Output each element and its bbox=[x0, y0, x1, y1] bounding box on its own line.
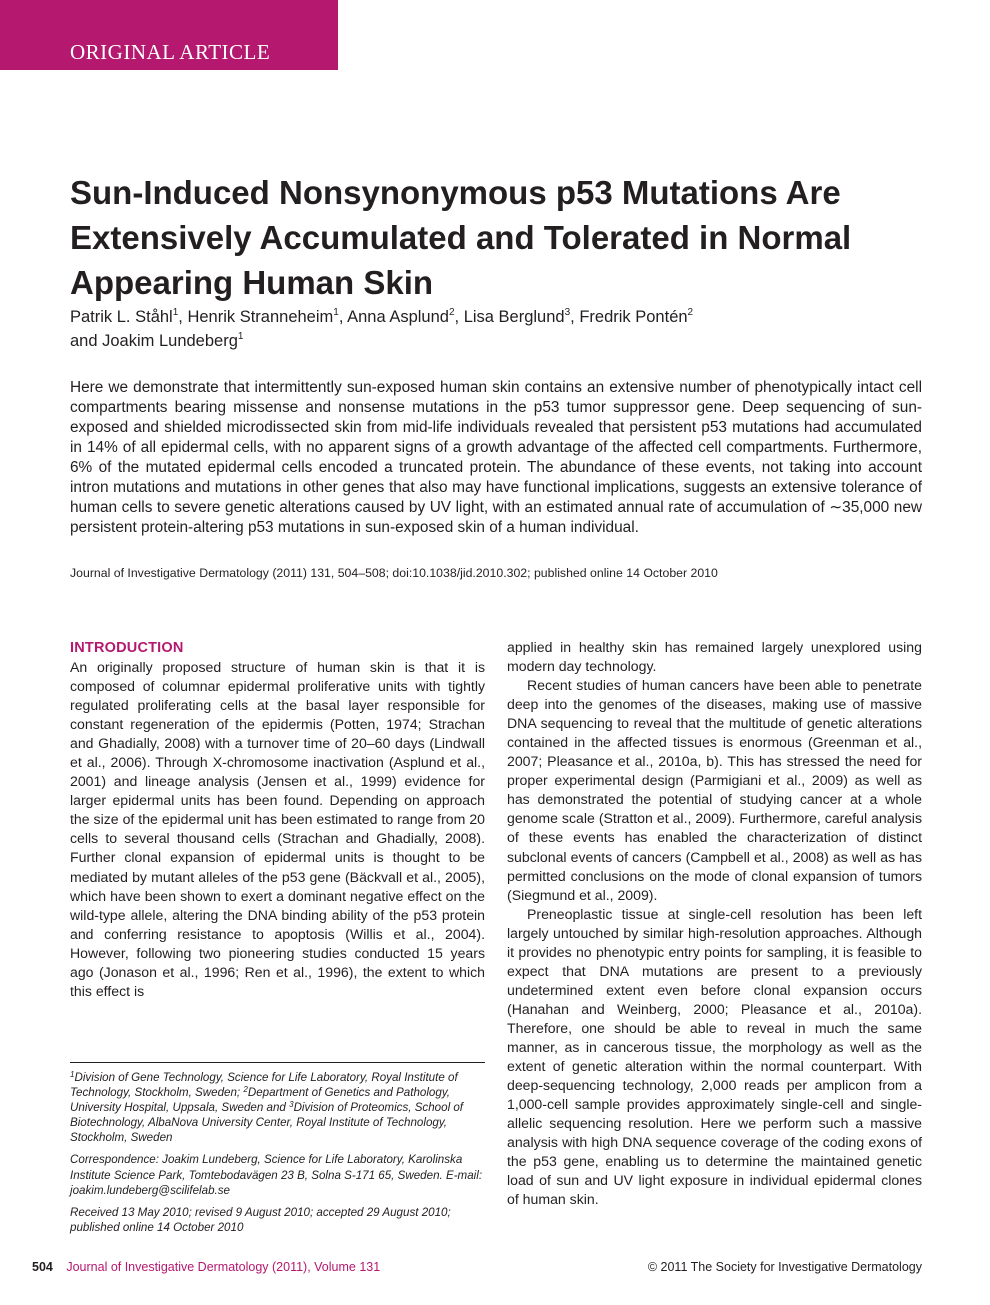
article-type-label: ORIGINAL ARTICLE bbox=[70, 40, 271, 64]
article-type-banner bbox=[0, 0, 338, 70]
body-paragraph: An originally proposed structure of human skin is that it is composed of columnar epidermal proliferative units with tightly regulated proliferating cells at the basal layer responsible for constant regeneration of the epidermis (Potten, 1974; Strachan and Ghadially, 2008) with a turnover time of 20–60 days (Lindwall et al., 2006). Through X-chromosome inactivation (Asplund et al., 2001) and lineage analysis (Jensen et al., 1999) evidence for larger epidermal units has been found. Depending on approach the size of the epidermal unit has been estimated to range from 20 cells to several thousand cells (Strachan and Ghadially, 2008). Further clonal expansion of epidermal units is thought to be mediated by mutant alleles of the p53 gene (Bäckvall et al., 2005), which have been shown to exert a dominant negative effect on the wild-type allele, altering the DNA binding ability of the p53 protein and conferring resistance to apoptosis (Willis et al., 2004). However, following two pioneering studies conducted 15 years ago (Jonason et al., 1996; Ren et al., 1996), the extent to which this effect is bbox=[70, 659, 485, 999]
footnote-divider bbox=[70, 1062, 485, 1063]
author: Lisa Berglund$^3$, bbox=[463, 307, 580, 326]
page-number: 504 bbox=[32, 1260, 53, 1274]
article-title: Sun-Induced Nonsynonymous p53 Mutations Are Extensively Accumulated and Tolerated in Normal Appearing Human Skin bbox=[70, 174, 852, 301]
body-paragraph: applied in healthy skin has remained largely unexplored using modern day technology. bbox=[507, 639, 922, 675]
author: Henrik Stranneheim$^1$, bbox=[187, 307, 348, 326]
correspondence: Correspondence: Joakim Lundeberg, Science for Life Laboratory, Karolinska Institute Science Park, Tomtebodavägen 23 B, Solna S-171 65, Sweden. E-mail: joakim.lundeberg@scilifelab.se bbox=[70, 1153, 483, 1197]
author: Patrik L. Ståhl$^1$, bbox=[70, 307, 188, 326]
right-column bbox=[507, 638, 922, 1209]
author: Anna Asplund$^2$, bbox=[347, 307, 464, 326]
affiliations: $^1$Division of Gene Technology, Science for Life Laboratory, Royal Institute of Technology, Stockholm, Sweden; $^2$Department of Genetics and Pathology, University Hospital, Uppsala, Sweden and $^3$Division of Proteomics, School of Biotechnology, AlbaNova University Center, Royal Institute of Technology, Stockholm, Sweden bbox=[70, 1070, 464, 1145]
citation-line: Journal of Investigative Dermatology (2011) 131, 504–508; doi:10.1038/jid.2010.302; published online 14 October 2010 bbox=[70, 566, 718, 580]
author: and Joakim Lundeberg$^1$ bbox=[70, 331, 244, 350]
abstract: Here we demonstrate that intermittently sun-exposed human skin contains an extensive number of phenotypically intact cell compartments bearing missense and nonsense mutations in the p53 tumor suppressor gene. Deep sequencing of sun-exposed and shielded microdissected skin from mid-life individuals revealed that persistent p53 mutations had accumulated in 14% of all epidermal cells, with no apparent signs of a growth advantage of the affected cell compartments. Furthermore, 6% of the mutated epidermal cells encoded a truncated protein. The abundance of these events, not taking into account intron mutations and mutations in other genes that also may have functional implications, suggests an extensive tolerance of human cells to severe genetic alterations caused by UV light, with an estimated annual rate of accumulation of ∼35,000 new persistent protein-altering p53 mutations in sun-exposed skin of a human individual. bbox=[70, 379, 922, 536]
author: Fredrik Pontén$^2$ bbox=[579, 307, 694, 326]
author-list bbox=[70, 305, 920, 353]
section-heading-introduction: INTRODUCTION bbox=[70, 640, 184, 656]
left-column bbox=[70, 638, 485, 1001]
journal-footer: Journal of Investigative Dermatology (2011), Volume 131 bbox=[66, 1260, 381, 1274]
body-paragraph: Recent studies of human cancers have been able to penetrate deep into the genomes of the diseases, making use of massive DNA sequencing to reveal that the multitude of genetic alterations contained in the affected tissues is enormous (Greenman et al., 2007; Pleasance et al., 2010a, b). This has stressed the need for proper experimental design (Parmigiani et al., 2009) as well as has demonstrated the potential of studying cancer at a whole genome scale (Stratton et al., 2009). Furthermore, careful analysis of these events has enabled the characterization of distinct subclonal events of cancers (Campbell et al., 2008) as well as has permitted conclusions on the mode of clonal expansion of tumors (Siegmund et al., 2009). bbox=[507, 677, 922, 903]
footnotes bbox=[70, 1070, 486, 1242]
page-footer bbox=[32, 1259, 922, 1275]
received-dates: Received 13 May 2010; revised 9 August 2010; accepted 29 August 2010; published online 14 October 2010 bbox=[70, 1205, 451, 1234]
body-paragraph: Preneoplastic tissue at single-cell resolution has been left largely untouched by similar high-resolution approaches. Although it provides no phenotypic entry points for sampling, it is feasible to expect that DNA mutations are present to a previously undetermined extent even before clonal expansion occurs (Hanahan and Weinberg, 2000; Pleasance et al., 2010a). Therefore, one should be able to reveal in much the same manner, as in cancerous tissue, the morphology as well as the extent of genetic alteration within the normal counterpart. With deep-sequencing technology, 2,000 reads per amplicon from a 1,000-cell sample provides approximately single-cell and single-allelic sequencing resolution. Here we perform such a massive analysis with high DNA sequence coverage of the coding exons of the p53 gene, enabling us to determine the maintained genetic load of sun and UV light exposure in individual epidermal clones of human skin. bbox=[507, 905, 922, 1208]
copyright-notice: © 2011 The Society for Investigative Dermatology bbox=[647, 1260, 922, 1274]
